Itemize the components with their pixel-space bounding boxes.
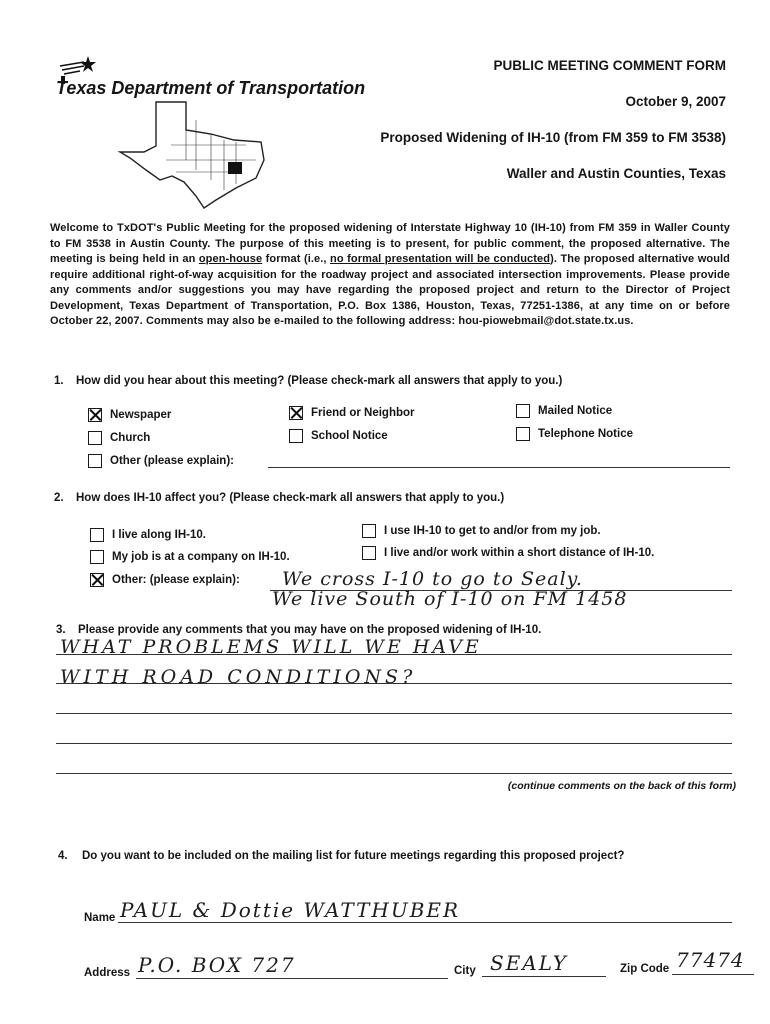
address-line — [136, 978, 448, 979]
q3-handwritten-line-2[interactable]: WITH ROAD CONDITIONS? — [60, 666, 417, 688]
address-field[interactable]: P.O. BOX 727 — [138, 953, 296, 977]
checkbox[interactable] — [516, 427, 530, 441]
option-label: Telephone Notice — [538, 428, 633, 440]
option-label: Newspaper — [110, 409, 172, 421]
address-label: Address — [84, 967, 131, 979]
no-formal-text: no formal presentation will be conducted — [330, 253, 551, 265]
checkbox[interactable] — [88, 454, 102, 468]
q2-handwritten-answer-1[interactable]: We cross I-10 to go to Sealy. — [282, 568, 583, 590]
form-title: PUBLIC MEETING COMMENT FORM — [493, 58, 726, 73]
open-house-text: open-house — [198, 253, 263, 265]
q1-text: How did you hear about this meeting? (Please check-mark all answers that apply to you.) — [76, 375, 563, 387]
q3-line-5[interactable] — [56, 773, 732, 774]
q3-line-2 — [56, 683, 732, 684]
option-label: Church — [110, 432, 151, 444]
checkbox[interactable] — [516, 404, 530, 418]
q2-handwritten-answer-2[interactable]: We live South of I-10 on FM 1458 — [272, 588, 628, 610]
q1-option-telephone[interactable] — [516, 427, 633, 441]
q1-option-friend[interactable] — [289, 406, 415, 420]
option-label: My job is at a company on IH-10. — [112, 551, 290, 563]
checkbox[interactable] — [90, 550, 104, 564]
name-label: Name — [84, 912, 116, 924]
zip-line — [672, 974, 754, 975]
counties: Waller and Austin Counties, Texas — [506, 166, 726, 181]
q4-number: 4. — [58, 850, 68, 862]
continue-note: (continue comments on the back of this form) — [507, 780, 736, 792]
q2-option-other[interactable] — [90, 573, 240, 587]
q1-option-church[interactable] — [88, 431, 150, 445]
q1-option-mailed[interactable] — [516, 404, 612, 418]
q1-option-other[interactable] — [88, 454, 234, 468]
checkbox[interactable] — [289, 429, 303, 443]
option-label: I use IH-10 to get to and/or from my job. — [384, 525, 601, 537]
option-label: Other: (please explain): — [112, 574, 240, 586]
option-label: School Notice — [311, 430, 388, 442]
city-label: City — [454, 965, 476, 977]
q1-other-line[interactable] — [268, 467, 730, 468]
q3-line-1 — [56, 654, 732, 655]
agency-name: Texas Department of Transportation — [56, 78, 366, 98]
q1-number: 1. — [54, 375, 64, 387]
option-label: I live along IH-10. — [112, 529, 206, 541]
q2-text: How does IH-10 affect you? (Please check-mark all answers that apply to you.) — [76, 492, 505, 504]
q3-line-3[interactable] — [56, 713, 732, 714]
q4-text: Do you want to be included on the mailing list for future meetings regarding this proposed project? — [82, 850, 625, 862]
q3-number: 3. — [56, 624, 66, 636]
checkbox[interactable] — [362, 524, 376, 538]
q2-number: 2. — [54, 492, 64, 504]
q2-option-use-job[interactable] — [362, 524, 601, 538]
city-field[interactable]: SEALY — [490, 951, 568, 975]
checkbox-checked[interactable] — [289, 406, 303, 420]
intro-text-2: format (i.e., — [262, 253, 331, 265]
name-field[interactable]: PAUL & Dottie WATTHUBER — [120, 898, 461, 922]
checkbox[interactable] — [88, 431, 102, 445]
q2-option-short-distance[interactable] — [362, 546, 654, 560]
checkbox[interactable] — [90, 528, 104, 542]
q2-option-job-company[interactable] — [90, 550, 290, 564]
option-label: I live and/or work within a short distance of IH-10. — [384, 547, 655, 559]
q1-option-school[interactable] — [289, 429, 388, 443]
q3-handwritten-line-1[interactable]: WHAT PROBLEMS WILL WE HAVE — [60, 636, 482, 658]
q3-text: Please provide any comments that you may have on the proposed widening of IH-10. — [78, 624, 542, 636]
intro-text: Welcome to TxDOT's Public Meeting for the proposed widening of Interstate Highway 10 (IH-10) from FM 359 in Waller County to FM 3538 in Austin County. The purpose of this meeting is to present, for public comment, the proposed alternative. The meeting is being held in an — [50, 222, 730, 265]
q2-option-live-along[interactable] — [90, 528, 206, 542]
option-label: Mailed Notice — [538, 405, 613, 417]
intro-text-3: ). The proposed alternative would require additional right-of-way acquisition for the roadway project and associated intersection improvements. Please provide any comments and/or suggestions you may have regarding the proposed project and return to the Director of Project Development, Texas Department of Transportation, P.O. Box 1386, Houston, Texas, 77251-1386, at any time on or before October 22, 2007. Comments may also be e-mailed to the following address: hou-piowebmail@dot.state.tx.us. — [50, 253, 730, 327]
zip-field[interactable]: 77474 — [676, 948, 745, 972]
checkbox-checked[interactable] — [90, 573, 104, 587]
option-label: Friend or Neighbor — [311, 407, 415, 419]
q1-option-newspaper[interactable] — [88, 408, 171, 422]
city-line — [482, 976, 606, 977]
checkbox-checked[interactable] — [88, 408, 102, 422]
texas-map-icon — [116, 100, 281, 210]
meeting-date: October 9, 2007 — [625, 94, 726, 109]
intro-paragraph — [50, 221, 730, 330]
project-title: Proposed Widening of IH-10 (from FM 359 to FM 3538) — [380, 130, 726, 145]
checkbox[interactable] — [362, 546, 376, 560]
option-label: Other (please explain): — [110, 455, 234, 467]
q3-line-4[interactable] — [56, 743, 732, 744]
zip-label: Zip Code — [620, 963, 670, 975]
name-line — [118, 922, 732, 923]
